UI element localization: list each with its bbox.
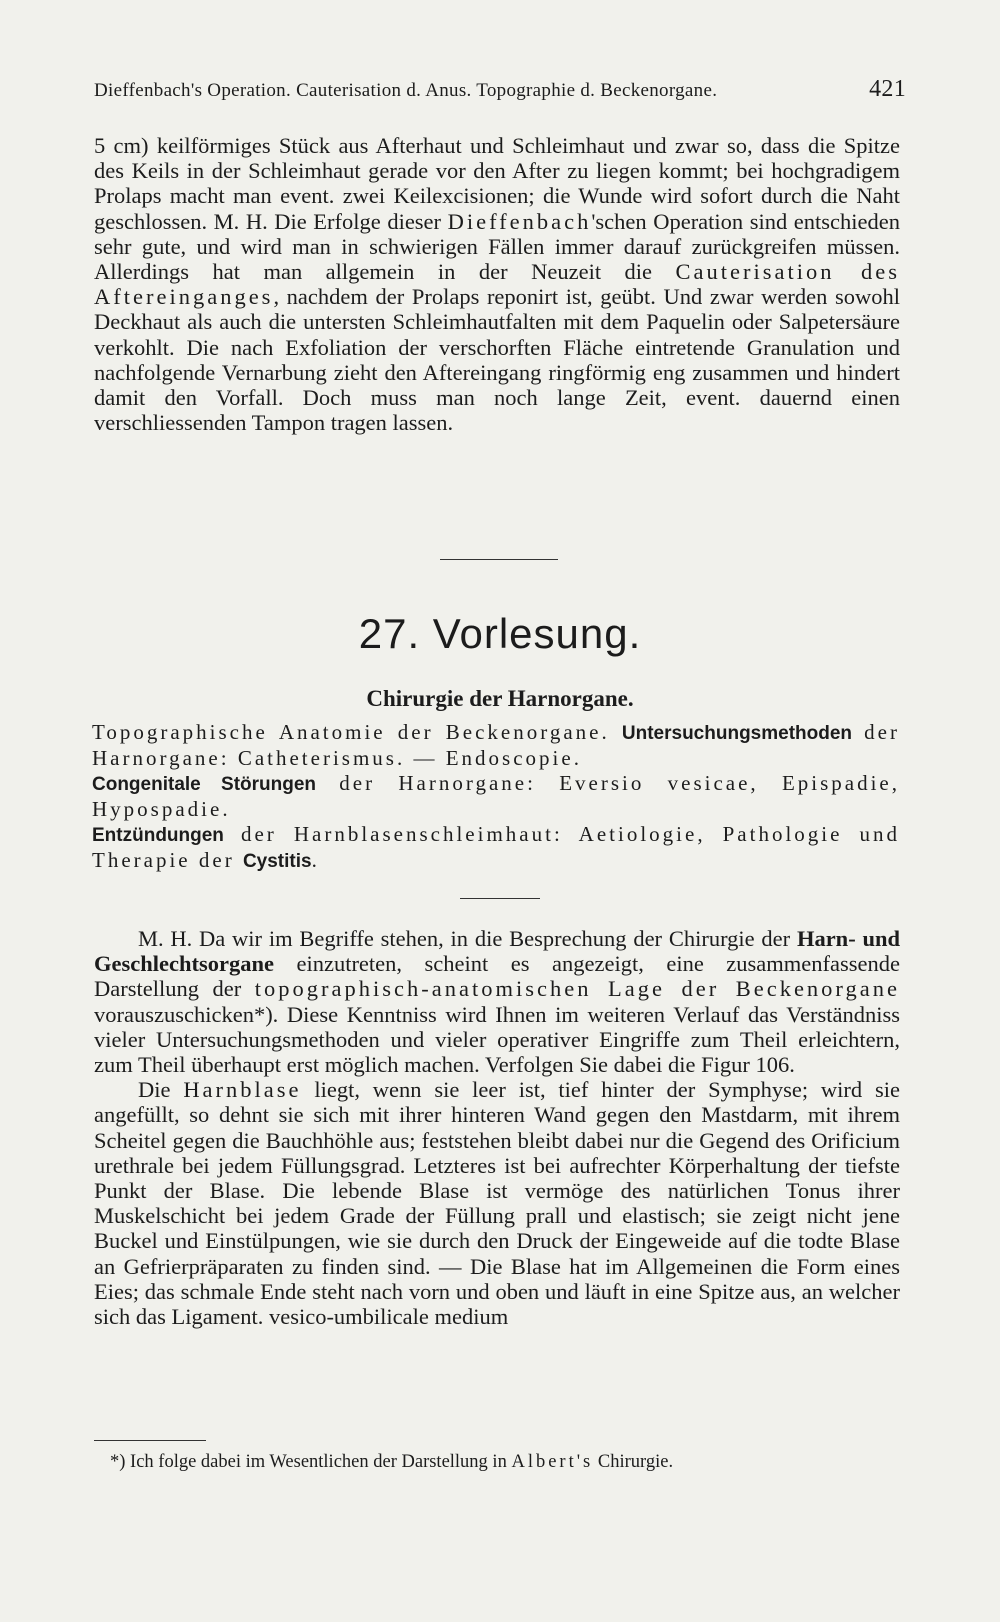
section-divider xyxy=(460,898,540,899)
paragraph-prolaps: 5 cm) keilförmiges Stück aus Afterhaut und Schleimhaut und zwar so, dass die Spitze des Keils in der Schleimhaut gerade vor den After zu liegen kommt; bei hochgradigem Prolaps macht man event. zwei Keilexcisionen; die Wunde wird sofort durch die Naht geschlossen. M. H. Die Erfolge dieser Dieffenbach'schen Operation sind entschieden sehr gute, und wird man in schwierigen Fällen immer darauf zurückgreifen müssen. Allerdings hat man allgemein in der Neuzeit die Cauterisation des Aftereinganges, nachdem der Prolaps reponirt ist, geübt. Und zwar werden sowohl Deckhaut als auch die untersten Schleimhautfalten mit dem Paquelin oder Salpetersäure verkohlt. Die nach Exfoliation der verschorften Fläche eintretende Granulation und nachfolgende Vernarbung zieht den Aftereingang ringförmig eng zusammen und hindert damit den Vorfall. Doch muss man noch lange Zeit, event. dauernd einen verschliessenden Tampon tragen lassen. xyxy=(94,133,901,436)
page-header xyxy=(94,76,906,103)
footnote: *) Ich folge dabei im Wesentlichen der Darstellung in Albert's Chirurgie. xyxy=(110,1452,674,1472)
section-divider xyxy=(440,559,558,560)
lecture-summary: Topographische Anatomie der Beckenorgane. Untersuchungsmethoden der Harnorgane: Catheterismus. — Endoscopie. Congenitale Störungen der Harnorgane: Eversio vesicae, Epispadie, Hypospadie. Entzündungen der Harnblasenschleimhaut: Aetiologie, Pathologie und Therapie der Cystitis. xyxy=(92,720,901,872)
spaced-term: Harnblase xyxy=(183,1077,302,1103)
bold-term: Harn- und Geschlechtsorgane xyxy=(94,926,900,977)
spaced-term: Cauterisation des Aftereinganges xyxy=(94,259,901,310)
footnote-rule xyxy=(94,1440,206,1441)
paragraph-introduction: M. H. Da wir im Begriffe stehen, in die Besprechung der Chirurgie der Harn- und Geschlechtsorgane einzutreten, scheint es angezeigt, eine zusammenfassende Darstellung der topographisch-anatomischen Lage der Beckenorgane vorauszuschicken*). Diese Kenntniss wird Ihnen im weiteren Verlauf das Verständniss vieler Untersuchungsmethoden und vieler operativer Eingriffe zum Theil erleichtern, zum Theil überhaupt erst möglich machen. Verfolgen Sie dabei die Figur 106. Die Harnblase liegt, wenn sie leer ist, tief hinter der Symphyse; wird sie angefüllt, so dehnt sie sich mit ihrer hinteren Wand gegen den Mastdarm, mit ihrem Scheitel gegen die Bauchhöhle aus; feststehen bleibt dabei nur die Gegend des Orificium urethrale bei jedem Füllungsgrad. Letzteres ist bei aufrechter Körperhaltung der tiefste Punkt der Blase. Die lebende Blase ist vermöge des natürlichen Tonus ihrer Muskelschicht bei jedem Grade der Füllung prall und elastisch; sie zeigt nicht jene Buckel und Einstülpungen, wie sie durch den Druck der Eingeweide auf die todte Blase an Gefrierpräparaten zu finden sind. — Die Blase hat im Allgemeinen die Form eines Eies; das schmale Ende steht nach vorn und oben und läuft in eine Spitze aus, an welcher sich das Ligament. vesico-umbilicale medium xyxy=(94,926,900,1330)
running-head: Dieffenbach's Operation. Cauterisation d. Anus. Topographie d. Beckenorgane. xyxy=(94,80,718,101)
author-name: Dieffenbach xyxy=(447,208,592,234)
spaced-term: topographisch-anatomischen Lage der Beckenorgane xyxy=(254,976,900,1002)
author-name: Albert's xyxy=(511,1452,594,1472)
lecture-title: 27. Vorlesung. xyxy=(358,610,642,657)
page-number: 421 xyxy=(869,76,906,102)
lecture-subtitle: Chirurgie der Harnorgane. xyxy=(366,686,634,711)
